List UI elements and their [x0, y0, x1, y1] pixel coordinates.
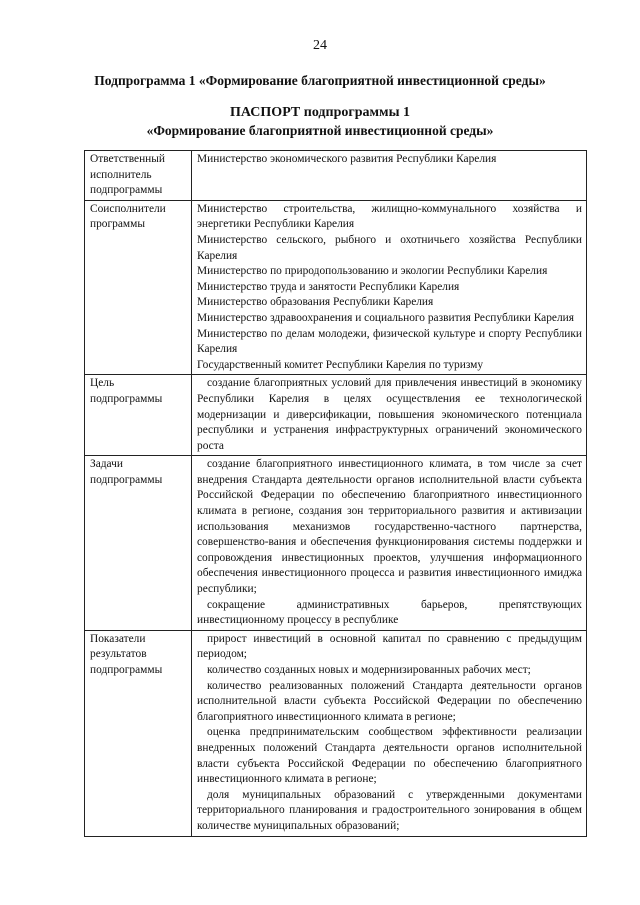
coexecutor-item: Министерство труда и занятости Республики Карелия [197, 280, 460, 293]
indicator-item: доля муниципальных образований с утвержденными документами территориального планирования и градостроительного зонирования в общем количестве муниципальных образований; [197, 788, 582, 832]
coexecutor-item: Министерство здравоохранения и социального развития Республики Карелия [197, 311, 574, 324]
value-goal [192, 375, 587, 456]
passport-heading-line1: ПАСПОРТ подпрограммы 1 [230, 105, 410, 120]
value-tasks [192, 456, 587, 631]
passport-table [84, 150, 587, 837]
indicator-item: количество реализованных положений Стандарта деятельности органов исполнительной власти субъекта Российской Федерации по обеспечению благоприятного инвестиционного климата в регионе; [197, 679, 582, 723]
indicator-item: количество созданных новых и модернизированных рабочих мест; [207, 664, 531, 676]
table-row-indicators [85, 630, 587, 836]
table-row-responsible [85, 151, 587, 201]
subprogram-title: Подпрограмма 1 «Формирование благоприятной инвестиционной среды» [94, 73, 546, 88]
task-item: сокращение административных барьеров, препятствующих инвестиционному процессу в республике [197, 598, 582, 627]
label-indicators: Показатели результатов подпрограммы [85, 630, 192, 836]
label-coexecutors: Соисполнители программы [85, 200, 192, 375]
goal-item: создание благоприятных условий для привлечения инвестиций в экономику Республики Карелия в целях осуществления ее технологической модернизации и диверсификации, повышения экономического потенциала республики и устранения инфраструктурных ограничений экономического роста [197, 377, 582, 452]
value-responsible: Министерство экономического развития Республики Карелия [192, 151, 587, 201]
table-row-goal [85, 375, 587, 456]
label-goal: Цель подпрограммы [85, 375, 192, 456]
label-tasks: Задачи подпрограммы [85, 456, 192, 631]
value-indicators [192, 630, 587, 836]
coexecutor-item: Министерство строительства, жилищно-коммунального хозяйства и энергетики Республики Карелия [197, 202, 582, 231]
task-item: создание благоприятного инвестиционного климата, в том числе за счет внедрения Стандарта деятельности органов исполнительной власти субъекта Российской Федерации по обеспечению благоприятного инвестиционного климата в регионе, создания зон территориального развития и активизации использования механизмов государственно-частного партнерства, совершенство-вания и обеспечения функционирования системы поддержки и сопровождения инвестиционных проектов, улучшения информационного обеспечения инвестиционного процесса и развития инвестиционного имиджа республики; [197, 458, 582, 596]
table-row-coexecutors [85, 200, 587, 375]
value-coexecutors [192, 200, 587, 375]
coexecutor-item: Государственный комитет Республики Карелия по туризму [197, 358, 484, 371]
passport-heading-line2: «Формирование благоприятной инвестиционной среды» [146, 123, 494, 138]
indicator-item: оценка предпринимательским сообществом эффективности реализации внедренных положений Стандарта деятельности органов исполнительной власти субъекта Российской Федерации по обеспечению благоприятного инвестиционного климата в регионе; [197, 726, 582, 786]
coexecutor-item: Министерство сельского, рыбного и охотничьего хозяйства Республики Карелия [197, 233, 582, 262]
table-row-tasks [85, 456, 587, 631]
coexecutor-item: Министерство по природопользованию и экологии Республики Карелия [197, 265, 548, 278]
label-responsible: Ответственный исполнитель подпрограммы [85, 151, 192, 201]
coexecutor-item: Министерство образования Республики Карелия [197, 296, 434, 309]
indicator-item: прирост инвестиций в основной капитал по сравнению с предыдущим периодом; [197, 632, 582, 661]
coexecutor-item: Министерство по делам молодежи, физической культуре и спорту Республики Карелия [197, 327, 582, 356]
page-number: 24 [313, 38, 327, 53]
